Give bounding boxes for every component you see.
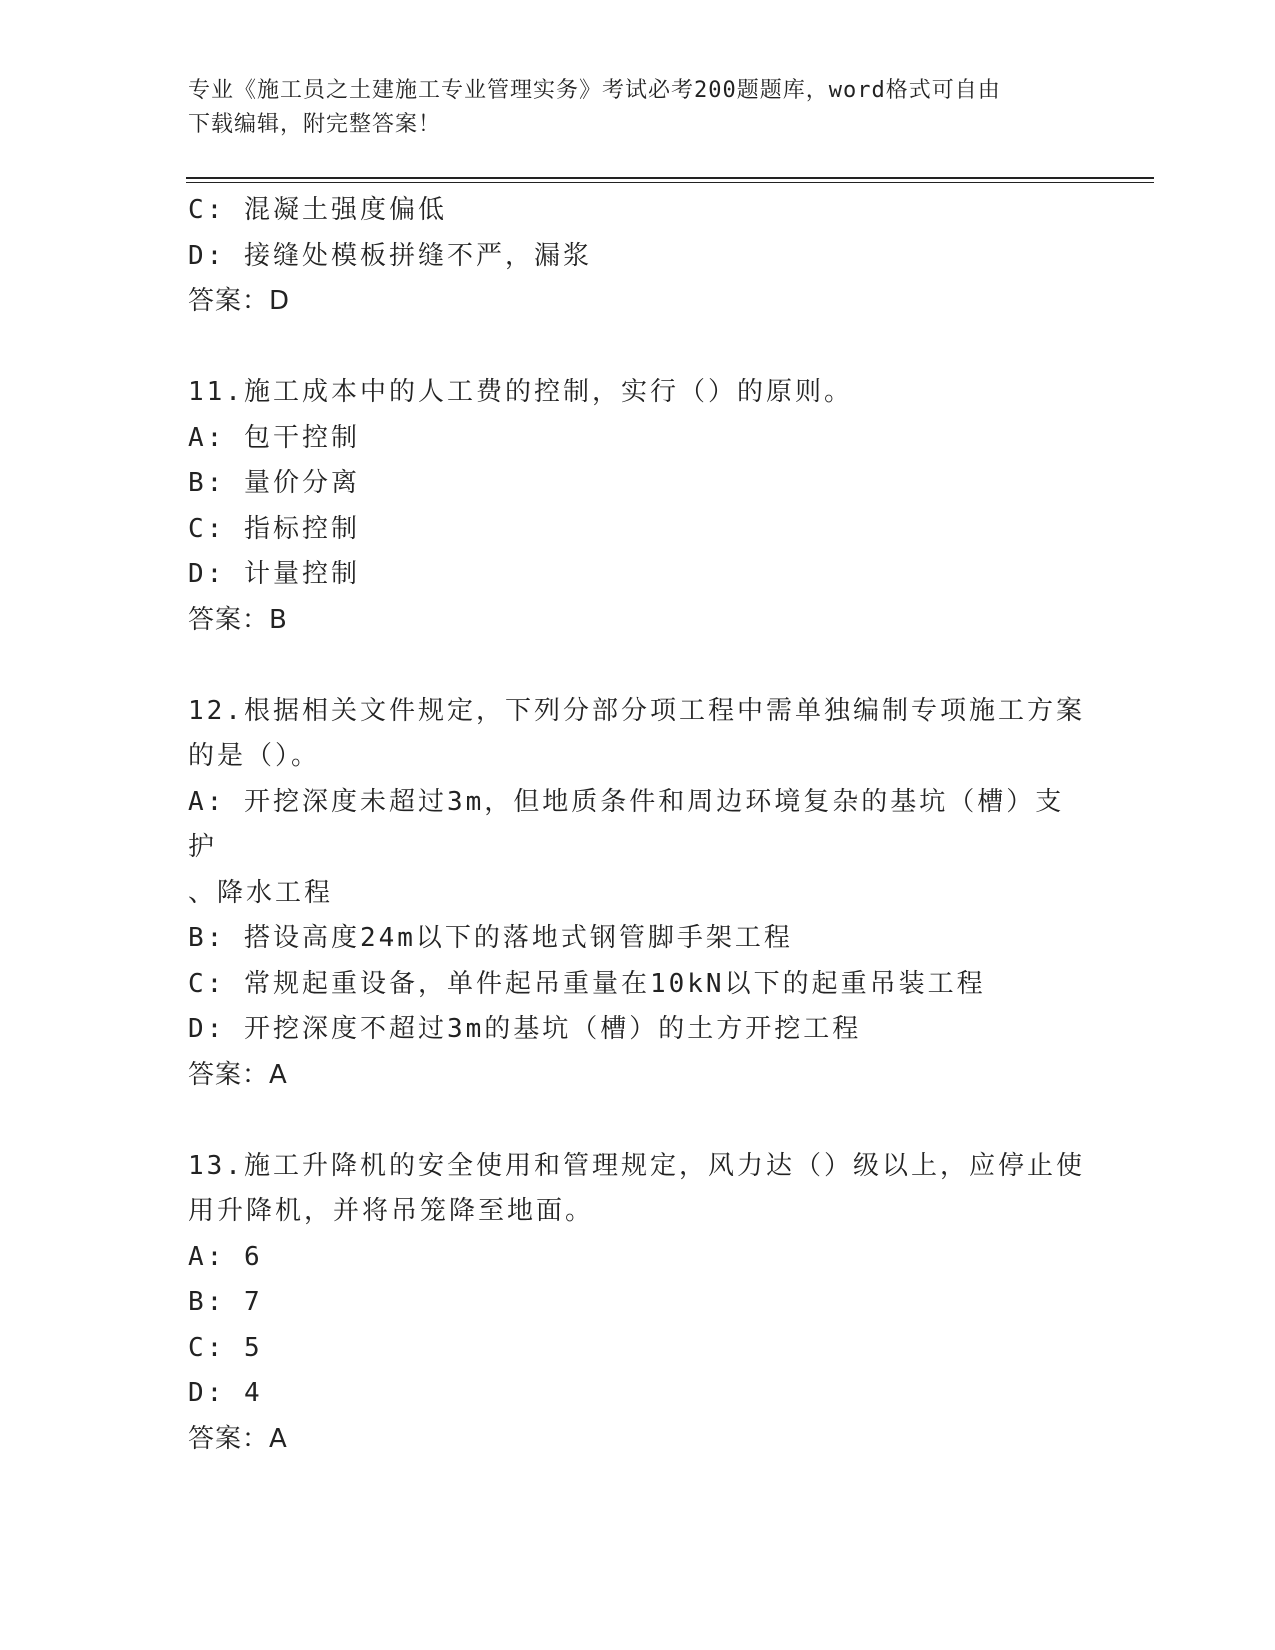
- prev-answer: 答案：D: [188, 286, 291, 316]
- question-stem-line-1: 12.根据相关文件规定，下列分部分项工程中需单独编制专项施工方案: [188, 695, 1085, 726]
- option-d: D: 计量控制: [188, 559, 360, 589]
- answer: 答案：A: [188, 1059, 288, 1090]
- question-stem-line-1: 13.施工升降机的安全使用和管理规定，风力达（）级以上，应停止使: [188, 1150, 1085, 1181]
- option-d: D: 开挖深度不超过3m的基坑（槽）的土方开挖工程: [188, 1014, 862, 1044]
- answer: 答案：B: [188, 604, 288, 635]
- header-line-1: 专业《施工员之土建施工专业管理实务》考试必考200题题库，word格式可自由: [188, 78, 1001, 103]
- option-a-line-2: 、降水工程: [188, 877, 334, 908]
- option-b: B: 搭设高度24m以下的落地式钢管脚手架工程: [188, 923, 793, 953]
- question-stem: 11.施工成本中的人工费的控制，实行（）的原则。: [188, 377, 853, 407]
- question-stem-line-2: 用升降机，并将吊笼降至地面。: [188, 1196, 595, 1226]
- option-b: B: 量价分离: [188, 468, 360, 498]
- option-c: C: 指标控制: [188, 513, 360, 544]
- option-c: C: 常规起重设备，单件起吊重量在10kN以下的起重吊装工程: [188, 968, 986, 999]
- spacer: [188, 325, 1088, 371]
- option-a-line-1: A: 开挖深度未超过3m，但地质条件和周边环境复杂的基坑（槽）支护: [188, 786, 1065, 862]
- option-a: A: 6: [188, 1241, 263, 1272]
- header-divider-thick: [186, 177, 1154, 179]
- question-stem-line-2: 的是（）。: [188, 741, 321, 771]
- option-a: A: 包干控制: [188, 422, 360, 453]
- spacer: [188, 1098, 1088, 1144]
- answer: 答案：A: [188, 1423, 288, 1454]
- question-content: [188, 188, 1088, 1462]
- question-13: [188, 1144, 1088, 1463]
- option-d: D: 4: [188, 1378, 263, 1408]
- header-line-2: 下载编辑，附完整答案！: [188, 112, 442, 137]
- header-divider-thin: [186, 182, 1154, 183]
- prev-option-d: D: 接缝处模板拼缝不严，漏浆: [188, 240, 592, 271]
- option-c: C: 5: [188, 1332, 263, 1363]
- question-12: [188, 689, 1088, 1099]
- question-11: [188, 370, 1088, 643]
- spacer: [188, 643, 1088, 689]
- prev-option-c: C: 混凝土强度偏低: [188, 195, 447, 225]
- document-header: [188, 74, 1088, 142]
- option-b: B: 7: [188, 1287, 263, 1317]
